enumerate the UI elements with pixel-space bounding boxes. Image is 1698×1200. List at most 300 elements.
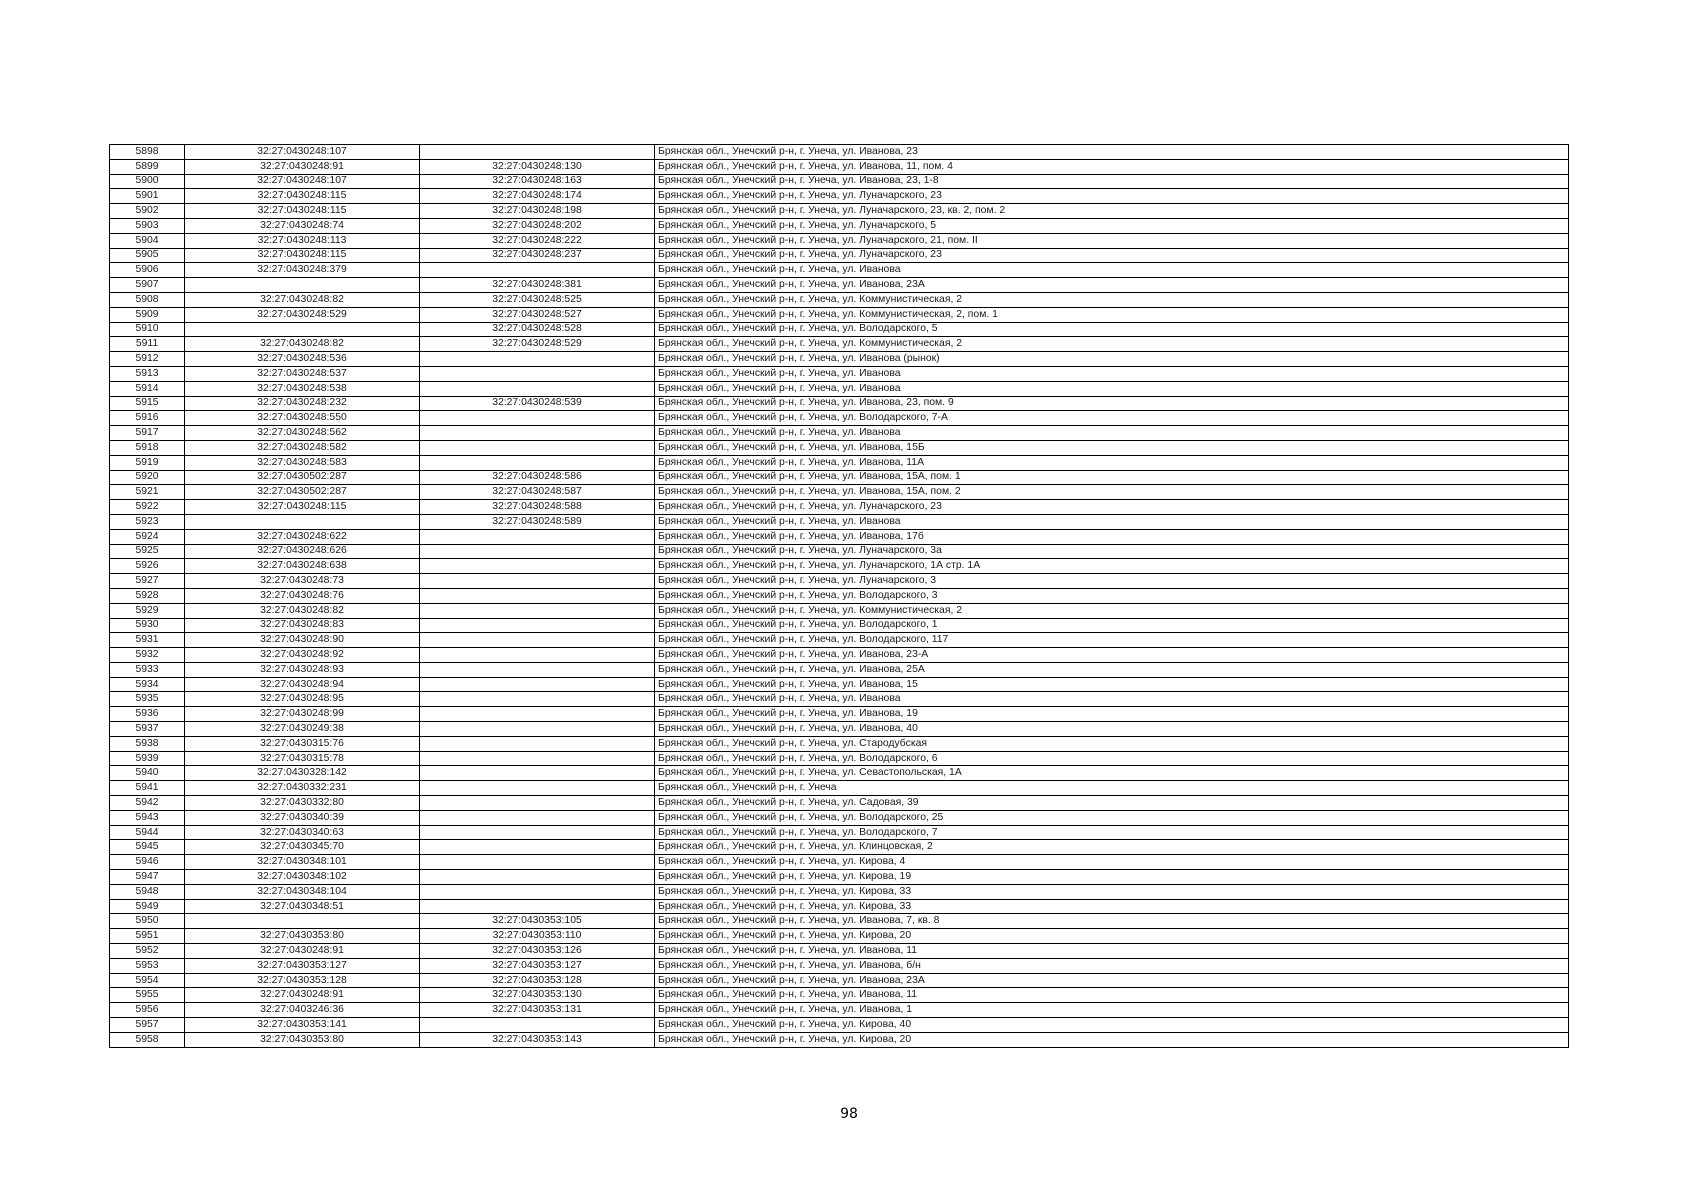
row-number-cell: 5901: [110, 189, 185, 204]
row-number-cell: 5928: [110, 588, 185, 603]
old-cadastral-number-cell: 32:27:0430353:128: [185, 973, 420, 988]
address-cell: Брянская обл., Унечский р-н, г. Унеча, ул. Иванова, 1: [655, 1003, 1569, 1018]
old-cadastral-number-cell: 32:27:0430248:638: [185, 559, 420, 574]
new-cadastral-number-cell: [420, 426, 655, 441]
new-cadastral-number-cell: [420, 145, 655, 160]
old-cadastral-number-cell: [185, 278, 420, 293]
table-row: [110, 1032, 1569, 1047]
old-cadastral-number-cell: 32:27:0430248:115: [185, 204, 420, 219]
row-number-cell: 5915: [110, 396, 185, 411]
table-row: [110, 233, 1569, 248]
row-number-cell: 5941: [110, 781, 185, 796]
address-cell: Брянская обл., Унечский р-н, г. Унеча, ул. Иванова, 11: [655, 944, 1569, 959]
table-row: [110, 988, 1569, 1003]
old-cadastral-number-cell: [185, 914, 420, 929]
row-number-cell: 5950: [110, 914, 185, 929]
address-cell: Брянская обл., Унечский р-н, г. Унеча, ул. Иванова, 15А, пом. 1: [655, 470, 1569, 485]
old-cadastral-number-cell: 32:27:0430248:562: [185, 426, 420, 441]
address-cell: Брянская обл., Унечский р-н, г. Унеча, ул. Иванова, 23: [655, 145, 1569, 160]
table-row: [110, 500, 1569, 515]
address-cell: Брянская обл., Унечский р-н, г. Унеча, ул. Луначарского, 5: [655, 218, 1569, 233]
address-cell: Брянская обл., Унечский р-н, г. Унеча, ул. Володарского, 3: [655, 588, 1569, 603]
address-cell: Брянская обл., Унечский р-н, г. Унеча, ул. Садовая, 39: [655, 796, 1569, 811]
old-cadastral-number-cell: 32:27:0430248:82: [185, 603, 420, 618]
old-cadastral-number-cell: 32:27:0430353:80: [185, 1032, 420, 1047]
old-cadastral-number-cell: 32:27:0430248:76: [185, 588, 420, 603]
address-cell: Брянская обл., Унечский р-н, г. Унеча, ул. Клинцовская, 2: [655, 840, 1569, 855]
old-cadastral-number-cell: 32:27:0430248:90: [185, 633, 420, 648]
address-cell: Брянская обл., Унечский р-н, г. Унеча, ул. Коммунистическая, 2: [655, 603, 1569, 618]
row-number-cell: 5938: [110, 736, 185, 751]
address-cell: Брянская обл., Унечский р-н, г. Унеча, ул. Иванова, 11А: [655, 455, 1569, 470]
row-number-cell: 5949: [110, 899, 185, 914]
new-cadastral-number-cell: [420, 855, 655, 870]
old-cadastral-number-cell: 32:27:0430340:63: [185, 825, 420, 840]
new-cadastral-number-cell: [420, 603, 655, 618]
table-row: [110, 707, 1569, 722]
old-cadastral-number-cell: 32:27:0430353:141: [185, 1018, 420, 1033]
table-row: [110, 1003, 1569, 1018]
old-cadastral-number-cell: 32:27:0430248:113: [185, 233, 420, 248]
table-row: [110, 366, 1569, 381]
row-number-cell: 5917: [110, 426, 185, 441]
old-cadastral-number-cell: 32:27:0430315:78: [185, 751, 420, 766]
old-cadastral-number-cell: 32:27:0430248:232: [185, 396, 420, 411]
new-cadastral-number-cell: [420, 884, 655, 899]
old-cadastral-number-cell: 32:27:0430248:115: [185, 189, 420, 204]
new-cadastral-number-cell: [420, 1018, 655, 1033]
address-cell: Брянская обл., Унечский р-н, г. Унеча, ул. Иванова, 15: [655, 677, 1569, 692]
new-cadastral-number-cell: 32:27:0430248:174: [420, 189, 655, 204]
row-number-cell: 5931: [110, 633, 185, 648]
address-cell: Брянская обл., Унечский р-н, г. Унеча, ул. Иванова, 40: [655, 722, 1569, 737]
table-row: [110, 396, 1569, 411]
address-cell: Брянская обл., Унечский р-н, г. Унеча, ул. Иванова, 23А: [655, 278, 1569, 293]
table-row: [110, 899, 1569, 914]
address-cell: Брянская обл., Унечский р-н, г. Унеча, ул. Иванова: [655, 514, 1569, 529]
table-row: [110, 766, 1569, 781]
new-cadastral-number-cell: 32:27:0430353:130: [420, 988, 655, 1003]
new-cadastral-number-cell: 32:27:0430353:131: [420, 1003, 655, 1018]
table-row: [110, 870, 1569, 885]
old-cadastral-number-cell: 32:27:0430248:115: [185, 500, 420, 515]
row-number-cell: 5906: [110, 263, 185, 278]
address-cell: Брянская обл., Унечский р-н, г. Унеча: [655, 781, 1569, 796]
old-cadastral-number-cell: 32:27:0430248:622: [185, 529, 420, 544]
new-cadastral-number-cell: [420, 736, 655, 751]
table-row: [110, 722, 1569, 737]
row-number-cell: 5920: [110, 470, 185, 485]
new-cadastral-number-cell: 32:27:0430353:127: [420, 958, 655, 973]
table-row: [110, 337, 1569, 352]
row-number-cell: 5946: [110, 855, 185, 870]
new-cadastral-number-cell: [420, 692, 655, 707]
table-row: [110, 159, 1569, 174]
old-cadastral-number-cell: 32:27:0430248:626: [185, 544, 420, 559]
new-cadastral-number-cell: [420, 588, 655, 603]
table-row: [110, 544, 1569, 559]
old-cadastral-number-cell: 32:27:0430248:529: [185, 307, 420, 322]
table-row: [110, 929, 1569, 944]
address-cell: Брянская обл., Унечский р-н, г. Унеча, ул. Володарского, 25: [655, 810, 1569, 825]
old-cadastral-number-cell: 32:27:0430249:38: [185, 722, 420, 737]
new-cadastral-number-cell: 32:27:0430248:529: [420, 337, 655, 352]
table-row: [110, 411, 1569, 426]
new-cadastral-number-cell: 32:27:0430248:130: [420, 159, 655, 174]
new-cadastral-number-cell: 32:27:0430353:110: [420, 929, 655, 944]
row-number-cell: 5921: [110, 485, 185, 500]
row-number-cell: 5927: [110, 574, 185, 589]
address-cell: Брянская обл., Унечский р-н, г. Унеча, ул. Кирова, 4: [655, 855, 1569, 870]
address-cell: Брянская обл., Унечский р-н, г. Унеча, ул. Иванова, 17б: [655, 529, 1569, 544]
new-cadastral-number-cell: [420, 618, 655, 633]
old-cadastral-number-cell: 32:27:0430248:583: [185, 455, 420, 470]
old-cadastral-number-cell: 32:27:0430332:231: [185, 781, 420, 796]
old-cadastral-number-cell: 32:27:0430248:538: [185, 381, 420, 396]
new-cadastral-number-cell: [420, 352, 655, 367]
table-row: [110, 204, 1569, 219]
address-cell: Брянская обл., Унечский р-н, г. Унеча, ул. Коммунистическая, 2: [655, 337, 1569, 352]
row-number-cell: 5900: [110, 174, 185, 189]
address-cell: Брянская обл., Унечский р-н, г. Унеча, ул. Кирова, 19: [655, 870, 1569, 885]
address-cell: Брянская обл., Унечский р-н, г. Унеча, ул. Кирова, 33: [655, 884, 1569, 899]
address-cell: Брянская обл., Унечский р-н, г. Унеча, ул. Иванова, 15А, пом. 2: [655, 485, 1569, 500]
row-number-cell: 5922: [110, 500, 185, 515]
new-cadastral-number-cell: [420, 751, 655, 766]
new-cadastral-number-cell: [420, 529, 655, 544]
address-cell: Брянская обл., Унечский р-н, г. Унеча, ул. Иванова: [655, 692, 1569, 707]
new-cadastral-number-cell: 32:27:0430248:198: [420, 204, 655, 219]
table-row: [110, 914, 1569, 929]
row-number-cell: 5904: [110, 233, 185, 248]
table-row: [110, 840, 1569, 855]
address-cell: Брянская обл., Унечский р-н, г. Унеча, ул. Володарского, 7-А: [655, 411, 1569, 426]
table-row: [110, 825, 1569, 840]
old-cadastral-number-cell: 32:27:0430328:142: [185, 766, 420, 781]
table-row: [110, 781, 1569, 796]
old-cadastral-number-cell: 32:27:0430248:379: [185, 263, 420, 278]
table-row: [110, 307, 1569, 322]
new-cadastral-number-cell: [420, 455, 655, 470]
table-row: [110, 559, 1569, 574]
row-number-cell: 5924: [110, 529, 185, 544]
old-cadastral-number-cell: 32:27:0430502:287: [185, 470, 420, 485]
row-number-cell: 5955: [110, 988, 185, 1003]
row-number-cell: 5951: [110, 929, 185, 944]
old-cadastral-number-cell: 32:27:0430348:51: [185, 899, 420, 914]
table-row: [110, 692, 1569, 707]
new-cadastral-number-cell: 32:27:0430248:589: [420, 514, 655, 529]
new-cadastral-number-cell: 32:27:0430248:588: [420, 500, 655, 515]
row-number-cell: 5954: [110, 973, 185, 988]
old-cadastral-number-cell: 32:27:0430248:91: [185, 988, 420, 1003]
page-number: 98: [840, 1106, 858, 1122]
row-number-cell: 5930: [110, 618, 185, 633]
new-cadastral-number-cell: 32:27:0430248:587: [420, 485, 655, 500]
table-row: [110, 455, 1569, 470]
row-number-cell: 5909: [110, 307, 185, 322]
table-row: [110, 248, 1569, 263]
address-cell: Брянская обл., Унечский р-н, г. Унеча, ул. Коммунистическая, 2, пом. 1: [655, 307, 1569, 322]
old-cadastral-number-cell: 32:27:0430248:92: [185, 648, 420, 663]
old-cadastral-number-cell: 32:27:0430348:102: [185, 870, 420, 885]
new-cadastral-number-cell: [420, 899, 655, 914]
row-number-cell: 5918: [110, 440, 185, 455]
old-cadastral-number-cell: 32:27:0430348:101: [185, 855, 420, 870]
table-row: [110, 263, 1569, 278]
registry-table: [109, 144, 1569, 1048]
row-number-cell: 5956: [110, 1003, 185, 1018]
table-row: [110, 648, 1569, 663]
new-cadastral-number-cell: 32:27:0430353:105: [420, 914, 655, 929]
old-cadastral-number-cell: 32:27:0430248:91: [185, 159, 420, 174]
new-cadastral-number-cell: 32:27:0430248:222: [420, 233, 655, 248]
table-row: [110, 218, 1569, 233]
old-cadastral-number-cell: 32:27:0430345:70: [185, 840, 420, 855]
new-cadastral-number-cell: [420, 781, 655, 796]
row-number-cell: 5907: [110, 278, 185, 293]
old-cadastral-number-cell: 32:27:0430248:74: [185, 218, 420, 233]
address-cell: Брянская обл., Унечский р-н, г. Унеча, ул. Иванова, 15Б: [655, 440, 1569, 455]
address-cell: Брянская обл., Унечский р-н, г. Унеча, ул. Володарского, 1: [655, 618, 1569, 633]
table-row: [110, 574, 1569, 589]
row-number-cell: 5905: [110, 248, 185, 263]
row-number-cell: 5948: [110, 884, 185, 899]
address-cell: Брянская обл., Унечский р-н, г. Унеча, ул. Иванова: [655, 263, 1569, 278]
table-row: [110, 603, 1569, 618]
new-cadastral-number-cell: [420, 766, 655, 781]
table-row: [110, 514, 1569, 529]
new-cadastral-number-cell: 32:27:0430248:237: [420, 248, 655, 263]
table-row: [110, 292, 1569, 307]
row-number-cell: 5923: [110, 514, 185, 529]
new-cadastral-number-cell: 32:27:0430353:126: [420, 944, 655, 959]
address-cell: Брянская обл., Унечский р-н, г. Унеча, ул. Луначарского, 21, пом. II: [655, 233, 1569, 248]
table-row: [110, 588, 1569, 603]
old-cadastral-number-cell: 32:27:0430340:39: [185, 810, 420, 825]
row-number-cell: 5903: [110, 218, 185, 233]
address-cell: Брянская обл., Унечский р-н, г. Унеча, ул. Кирова, 33: [655, 899, 1569, 914]
table-row: [110, 884, 1569, 899]
row-number-cell: 5939: [110, 751, 185, 766]
new-cadastral-number-cell: 32:27:0430248:202: [420, 218, 655, 233]
table-row: [110, 322, 1569, 337]
table-row: [110, 470, 1569, 485]
address-cell: Брянская обл., Унечский р-н, г. Унеча, ул. Володарского, 117: [655, 633, 1569, 648]
table-row: [110, 751, 1569, 766]
row-number-cell: 5908: [110, 292, 185, 307]
table-row: [110, 1018, 1569, 1033]
new-cadastral-number-cell: [420, 677, 655, 692]
old-cadastral-number-cell: 32:27:0430248:91: [185, 944, 420, 959]
new-cadastral-number-cell: [420, 633, 655, 648]
row-number-cell: 5929: [110, 603, 185, 618]
row-number-cell: 5934: [110, 677, 185, 692]
new-cadastral-number-cell: [420, 440, 655, 455]
old-cadastral-number-cell: 32:27:0430315:76: [185, 736, 420, 751]
row-number-cell: 5943: [110, 810, 185, 825]
old-cadastral-number-cell: 32:27:0430502:287: [185, 485, 420, 500]
address-cell: Брянская обл., Унечский р-н, г. Унеча, ул. Иванова, 11, пом. 4: [655, 159, 1569, 174]
new-cadastral-number-cell: [420, 574, 655, 589]
row-number-cell: 5945: [110, 840, 185, 855]
address-cell: Брянская обл., Унечский р-н, г. Унеча, ул. Иванова, 25А: [655, 662, 1569, 677]
address-cell: Брянская обл., Унечский р-н, г. Унеча, ул. Володарского, 6: [655, 751, 1569, 766]
new-cadastral-number-cell: [420, 263, 655, 278]
row-number-cell: 5933: [110, 662, 185, 677]
old-cadastral-number-cell: 32:27:0430248:582: [185, 440, 420, 455]
row-number-cell: 5932: [110, 648, 185, 663]
new-cadastral-number-cell: 32:27:0430248:525: [420, 292, 655, 307]
table-row: [110, 529, 1569, 544]
new-cadastral-number-cell: [420, 840, 655, 855]
table-row: [110, 618, 1569, 633]
address-cell: Брянская обл., Унечский р-н, г. Унеча, ул. Луначарского, 23: [655, 500, 1569, 515]
table-row: [110, 485, 1569, 500]
row-number-cell: 5925: [110, 544, 185, 559]
table-row: [110, 796, 1569, 811]
table-row: [110, 426, 1569, 441]
address-cell: Брянская обл., Унечский р-н, г. Унеча, ул. Кирова, 20: [655, 1032, 1569, 1047]
new-cadastral-number-cell: 32:27:0430248:381: [420, 278, 655, 293]
new-cadastral-number-cell: [420, 381, 655, 396]
address-cell: Брянская обл., Унечский р-н, г. Унеча, ул. Луначарского, 3: [655, 574, 1569, 589]
row-number-cell: 5919: [110, 455, 185, 470]
address-cell: Брянская обл., Унечский р-н, г. Унеча, ул. Иванова, 23-А: [655, 648, 1569, 663]
row-number-cell: 5957: [110, 1018, 185, 1033]
address-cell: Брянская обл., Унечский р-н, г. Унеча, ул. Иванова, 11: [655, 988, 1569, 1003]
address-cell: Брянская обл., Унечский р-н, г. Унеча, ул. Иванова, 23, пом. 9: [655, 396, 1569, 411]
table-row: [110, 958, 1569, 973]
old-cadastral-number-cell: 32:27:0430248:107: [185, 145, 420, 160]
address-cell: Брянская обл., Унечский р-н, г. Унеча, ул. Луначарского, 23: [655, 189, 1569, 204]
address-cell: Брянская обл., Унечский р-н, г. Унеча, ул. Иванова, 7, кв. 8: [655, 914, 1569, 929]
old-cadastral-number-cell: 32:27:0430248:107: [185, 174, 420, 189]
old-cadastral-number-cell: 32:27:0430248:83: [185, 618, 420, 633]
old-cadastral-number-cell: 32:27:0430353:127: [185, 958, 420, 973]
new-cadastral-number-cell: [420, 722, 655, 737]
address-cell: Брянская обл., Унечский р-н, г. Унеча, ул. Иванова, 23, 1-8: [655, 174, 1569, 189]
address-cell: Брянская обл., Унечский р-н, г. Унеча, ул. Иванова, 19: [655, 707, 1569, 722]
old-cadastral-number-cell: 32:27:0430248:95: [185, 692, 420, 707]
row-number-cell: 5958: [110, 1032, 185, 1047]
row-number-cell: 5911: [110, 337, 185, 352]
new-cadastral-number-cell: [420, 366, 655, 381]
old-cadastral-number-cell: 32:27:0430248:536: [185, 352, 420, 367]
row-number-cell: 5935: [110, 692, 185, 707]
old-cadastral-number-cell: 32:27:0430248:73: [185, 574, 420, 589]
new-cadastral-number-cell: 32:27:0430248:586: [420, 470, 655, 485]
table-row: [110, 189, 1569, 204]
old-cadastral-number-cell: [185, 322, 420, 337]
row-number-cell: 5926: [110, 559, 185, 574]
new-cadastral-number-cell: 32:27:0430248:163: [420, 174, 655, 189]
table-row: [110, 145, 1569, 160]
table-row: [110, 381, 1569, 396]
address-cell: Брянская обл., Унечский р-н, г. Унеча, ул. Кирова, 20: [655, 929, 1569, 944]
address-cell: Брянская обл., Унечский р-н, г. Унеча, ул. Иванова (рынок): [655, 352, 1569, 367]
row-number-cell: 5953: [110, 958, 185, 973]
new-cadastral-number-cell: [420, 411, 655, 426]
registry-table-body: [110, 145, 1569, 1048]
table-row: [110, 736, 1569, 751]
address-cell: Брянская обл., Унечский р-н, г. Унеча, ул. Иванова, 23А: [655, 973, 1569, 988]
new-cadastral-number-cell: [420, 648, 655, 663]
address-cell: Брянская обл., Унечский р-н, г. Унеча, ул. Луначарского, 1А стр. 1А: [655, 559, 1569, 574]
table-row: [110, 174, 1569, 189]
row-number-cell: 5902: [110, 204, 185, 219]
new-cadastral-number-cell: 32:27:0430353:143: [420, 1032, 655, 1047]
address-cell: Брянская обл., Унечский р-н, г. Унеча, ул. Коммунистическая, 2: [655, 292, 1569, 307]
old-cadastral-number-cell: 32:27:0430248:550: [185, 411, 420, 426]
address-cell: Брянская обл., Унечский р-н, г. Унеча, ул. Володарского, 7: [655, 825, 1569, 840]
new-cadastral-number-cell: 32:27:0430248:527: [420, 307, 655, 322]
table-row: [110, 440, 1569, 455]
new-cadastral-number-cell: [420, 544, 655, 559]
row-number-cell: 5936: [110, 707, 185, 722]
row-number-cell: 5912: [110, 352, 185, 367]
address-cell: Брянская обл., Унечский р-н, г. Унеча, ул. Луначарского, 3а: [655, 544, 1569, 559]
old-cadastral-number-cell: 32:27:0430248:93: [185, 662, 420, 677]
new-cadastral-number-cell: [420, 662, 655, 677]
row-number-cell: 5952: [110, 944, 185, 959]
table-row: [110, 633, 1569, 648]
row-number-cell: 5947: [110, 870, 185, 885]
new-cadastral-number-cell: [420, 825, 655, 840]
row-number-cell: 5913: [110, 366, 185, 381]
old-cadastral-number-cell: 32:27:0430332:80: [185, 796, 420, 811]
new-cadastral-number-cell: [420, 707, 655, 722]
old-cadastral-number-cell: 32:27:0430248:99: [185, 707, 420, 722]
row-number-cell: 5940: [110, 766, 185, 781]
row-number-cell: 5898: [110, 145, 185, 160]
new-cadastral-number-cell: 32:27:0430248:528: [420, 322, 655, 337]
address-cell: Брянская обл., Унечский р-н, г. Унеча, ул. Иванова: [655, 426, 1569, 441]
old-cadastral-number-cell: 32:27:0430248:82: [185, 337, 420, 352]
row-number-cell: 5899: [110, 159, 185, 174]
row-number-cell: 5942: [110, 796, 185, 811]
table-row: [110, 810, 1569, 825]
old-cadastral-number-cell: [185, 514, 420, 529]
address-cell: Брянская обл., Унечский р-н, г. Унеча, ул. Иванова: [655, 366, 1569, 381]
address-cell: Брянская обл., Унечский р-н, г. Унеча, ул. Севастопольская, 1А: [655, 766, 1569, 781]
address-cell: Брянская обл., Унечский р-н, г. Унеча, ул. Володарского, 5: [655, 322, 1569, 337]
address-cell: Брянская обл., Унечский р-н, г. Унеча, ул. Кирова, 40: [655, 1018, 1569, 1033]
row-number-cell: 5916: [110, 411, 185, 426]
address-cell: Брянская обл., Унечский р-н, г. Унеча, ул. Луначарского, 23, кв. 2, пом. 2: [655, 204, 1569, 219]
table-row: [110, 352, 1569, 367]
address-cell: Брянская обл., Унечский р-н, г. Унеча, ул. Иванова: [655, 381, 1569, 396]
old-cadastral-number-cell: 32:27:0430248:537: [185, 366, 420, 381]
old-cadastral-number-cell: 32:27:0430353:80: [185, 929, 420, 944]
table-row: [110, 677, 1569, 692]
row-number-cell: 5937: [110, 722, 185, 737]
old-cadastral-number-cell: 32:27:0430248:115: [185, 248, 420, 263]
address-cell: Брянская обл., Унечский р-н, г. Унеча, ул. Иванова, б/н: [655, 958, 1569, 973]
new-cadastral-number-cell: [420, 810, 655, 825]
old-cadastral-number-cell: 32:27:0403246:36: [185, 1003, 420, 1018]
row-number-cell: 5914: [110, 381, 185, 396]
table-row: [110, 855, 1569, 870]
old-cadastral-number-cell: 32:27:0430248:82: [185, 292, 420, 307]
address-cell: Брянская обл., Унечский р-н, г. Унеча, ул. Луначарского, 23: [655, 248, 1569, 263]
old-cadastral-number-cell: 32:27:0430348:104: [185, 884, 420, 899]
table-row: [110, 278, 1569, 293]
table-row: [110, 662, 1569, 677]
new-cadastral-number-cell: [420, 559, 655, 574]
old-cadastral-number-cell: 32:27:0430248:94: [185, 677, 420, 692]
table-row: [110, 973, 1569, 988]
